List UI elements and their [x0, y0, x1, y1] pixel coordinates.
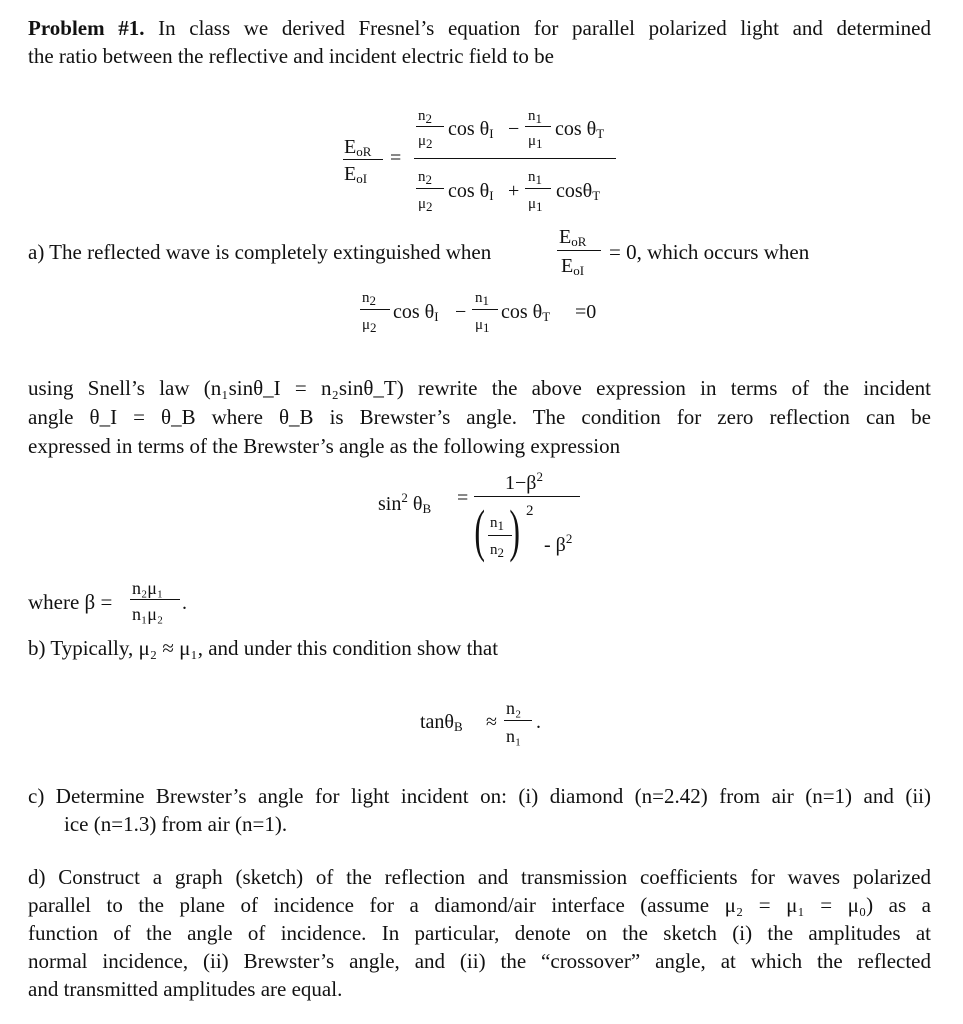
tan-approx: ≈	[486, 711, 497, 733]
eq3-equals: =	[457, 487, 469, 509]
eq1-num-cosI: $\cos \theta_I$	[448, 118, 494, 141]
eq1-den-bar1	[416, 188, 444, 189]
tan-den: n₁	[506, 726, 522, 746]
part-b-text-before: b) Typically, μ₂ ≈ μ₁	[28, 636, 198, 660]
eq1-num-cosT: $\cos \theta_T$	[555, 118, 605, 141]
eq1-den-cosI: $\cos \theta_I$	[448, 180, 494, 203]
tan-bar	[504, 720, 532, 721]
part-d-line3: function of the angle of incidence. In particular, denote on the sketch (i) the amplitudes at	[28, 921, 931, 945]
eq1-den-cosT: cosθ$_T$	[556, 180, 601, 203]
eq3-tail: - $\beta^2$	[544, 531, 573, 556]
part-d-line4: normal incidence, (ii) Brewster’s angle, and (ii) the “crossover” angle, at which the reflected	[28, 949, 931, 973]
eq1-num-n1: $n_1$	[528, 108, 542, 126]
tan-lhs: tanθ$_B$	[420, 711, 463, 734]
eq3-left-paren: (	[474, 498, 485, 563]
snell-line2: angle θ_I = θ_B where θ_B is Brewster’s angle. The condition for zero reflection can be	[28, 405, 931, 429]
eq3-numerator: $1-\beta^2$	[505, 469, 543, 494]
eq1-num-bar2	[525, 126, 551, 127]
beta-period: .	[182, 592, 187, 614]
part-a-text-before: a) The reflected wave is completely extinguished when	[28, 240, 492, 264]
problem-label: Problem #1.	[28, 16, 145, 40]
eq1-lhs-numerator: $E_{oR}$	[344, 136, 372, 159]
part-d-line1: d) Construct a graph (sketch) of the reflection and transmission coefficients for waves polarized	[28, 865, 931, 889]
beta-where: where β =	[28, 590, 113, 614]
eq1-equals: =	[390, 147, 402, 169]
eq1-num-mu1: $\mu_1$	[528, 133, 543, 151]
beta-num: n₂μ₁	[132, 578, 164, 598]
part-d-line5: and transmitted amplitudes are equal.	[28, 977, 343, 1001]
beta-bar	[130, 599, 180, 600]
eq3-main-bar	[474, 496, 580, 497]
eq1-den-mu1: $\mu_1$	[528, 196, 543, 214]
part-d-line2: parallel to the plane of incidence for a diamond/air interface (assume μ₂ = μ₁ = μ₀) as a	[28, 893, 931, 917]
eq2-minus: −	[455, 301, 467, 323]
eq1-lhs-bar	[343, 159, 383, 160]
problem-intro-line1	[28, 14, 931, 42]
eq2-cosT: $\cos \theta_T$	[501, 301, 551, 324]
eq2-mu2: $\mu_2$	[362, 317, 377, 335]
eq2-mu1: $\mu_1$	[475, 317, 490, 335]
eq1-num-mu2: $\mu_2$	[418, 133, 433, 151]
eq2-bar1	[360, 309, 390, 310]
eq2-bar2	[472, 309, 498, 310]
snell-line3: expressed in terms of the Brewster’s angle as the following expression	[28, 434, 621, 458]
eq1-den-mu2: $\mu_2$	[418, 196, 433, 214]
beta-den: n₁μ₂	[132, 604, 164, 624]
eq2-n1: $n_1$	[475, 290, 489, 308]
tan-num: n₂	[506, 698, 522, 718]
part-a-frac-num: $E_{oR}$	[559, 226, 587, 249]
eq1-num-minus: −	[508, 118, 520, 140]
eq3-paren-sup: 2	[526, 503, 534, 519]
problem-intro-line2: the ratio between the reflective and incident electric field to be	[28, 44, 554, 68]
eq1-den-bar2	[525, 188, 551, 189]
part-b-text	[28, 634, 498, 662]
part-c-line2: ice (n=1.3) from air (n=1).	[64, 812, 288, 836]
eq1-main-bar	[414, 158, 616, 159]
eq1-lhs-denominator: $E_{oI}$	[344, 163, 368, 186]
tan-period: .	[536, 711, 541, 733]
problem-intro-text: In class we derived Fresnel’s equation for parallel polarized light and determined	[158, 16, 932, 40]
eq1-den-plus: +	[508, 180, 520, 202]
part-a-frac-bar	[557, 250, 601, 251]
eq1-den-n2: $n_2$	[418, 169, 432, 187]
part-a-frac-den: $E_{oI}$	[561, 255, 585, 278]
eq1-den-n1: $n_1$	[528, 169, 542, 187]
eq3-inner-n2: $n_2$	[490, 542, 504, 560]
eq3-lhs: $\sin^2 \theta_B$	[378, 490, 432, 516]
snell-line1: using Snell’s law (n₁sinθ_I = n₂sinθ_T) rewrite the above expression in terms of the incident	[28, 376, 931, 400]
eq3-right-paren: )	[509, 498, 520, 563]
eq1-num-n2: $n_2$	[418, 108, 432, 126]
part-a-text-after: = 0, which occurs when	[609, 240, 810, 264]
part-c-line1: c) Determine Brewster’s angle for light incident on: (i) diamond (n=2.42) from air (n=1) and (ii)	[28, 784, 931, 808]
eq1-num-bar1	[416, 126, 444, 127]
eq2-cosI: $\cos \theta_I$	[393, 301, 439, 324]
eq2-equals-zero: =0	[575, 301, 597, 323]
part-b-text-after: , and under this condition show that	[197, 636, 499, 660]
eq2-n2: $n_2$	[362, 290, 376, 308]
eq3-inner-n1: $n_1$	[490, 515, 504, 533]
